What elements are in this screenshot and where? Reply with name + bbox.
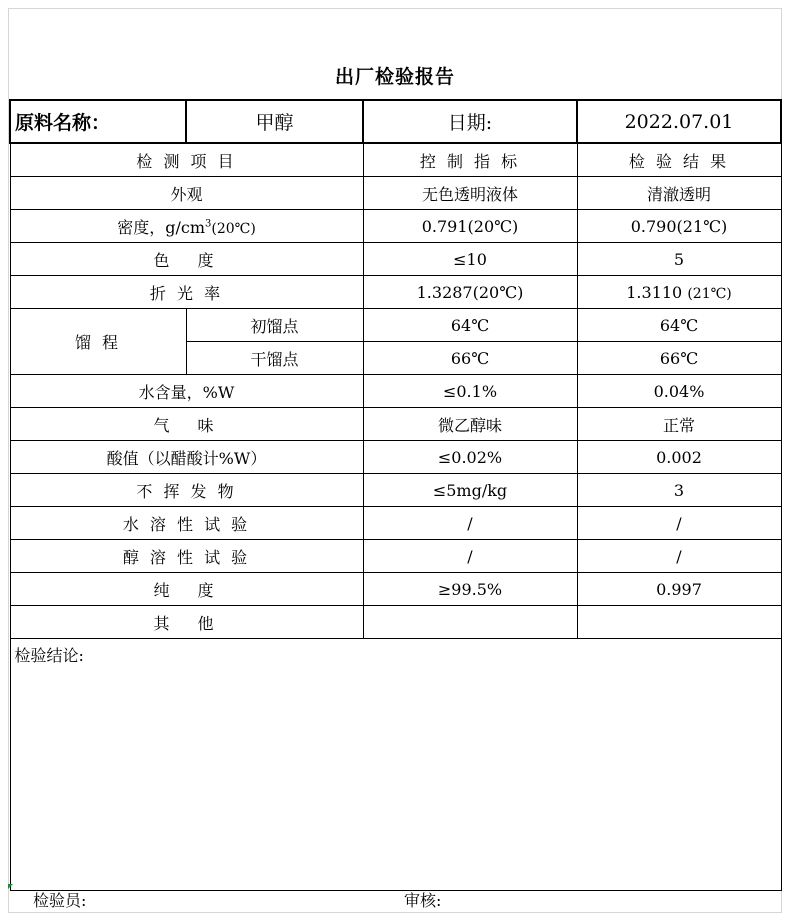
result-value[interactable]: 64℃ bbox=[577, 309, 781, 342]
date-label: 日期: bbox=[363, 100, 577, 143]
item-name: 纯 度 bbox=[10, 573, 363, 606]
cell-marker-icon bbox=[8, 884, 13, 889]
spec-value[interactable]: 0.791(20℃) bbox=[363, 210, 577, 243]
table-row-nonvolatile bbox=[10, 474, 781, 507]
table-row-odor bbox=[10, 408, 781, 441]
result-value[interactable]: 0.002 bbox=[577, 441, 781, 474]
item-name: 水 溶 性 试 验 bbox=[10, 507, 363, 540]
spec-value[interactable]: / bbox=[363, 540, 577, 573]
spec-value[interactable] bbox=[363, 606, 577, 639]
result-value[interactable]: 0.997 bbox=[577, 573, 781, 606]
material-value[interactable]: 甲醇 bbox=[186, 100, 363, 143]
sub-item-name: 干馏点 bbox=[186, 342, 363, 375]
inspector-label: 检验员: bbox=[33, 891, 87, 910]
spec-value[interactable]: / bbox=[363, 507, 577, 540]
result-value[interactable] bbox=[577, 606, 781, 639]
date-value[interactable]: 2022.07.01 bbox=[577, 100, 781, 143]
column-item: 检 测 项 目 bbox=[10, 143, 363, 177]
report-title: 出厂检验报告 bbox=[334, 66, 455, 88]
column-header-row bbox=[10, 143, 781, 177]
inspection-table bbox=[9, 99, 782, 891]
result-value[interactable]: 3 bbox=[577, 474, 781, 507]
reviewer-label: 审核: bbox=[404, 891, 442, 910]
header-row bbox=[10, 100, 781, 143]
item-name: 外观 bbox=[10, 177, 363, 210]
refraction-result-number: 1.3110 bbox=[626, 282, 683, 302]
item-name: 折 光 率 bbox=[10, 276, 363, 309]
result-value[interactable]: 5 bbox=[577, 243, 781, 276]
result-value[interactable]: 66℃ bbox=[577, 342, 781, 375]
item-name bbox=[10, 210, 363, 243]
spec-value[interactable]: 无色透明液体 bbox=[363, 177, 577, 210]
table-row-initial-boiling bbox=[10, 309, 781, 342]
item-group-distillation: 馏 程 bbox=[10, 309, 186, 375]
density-name-prefix: 密度，g/cm bbox=[117, 217, 205, 237]
spec-value[interactable]: 64℃ bbox=[363, 309, 577, 342]
spec-value[interactable]: 66℃ bbox=[363, 342, 577, 375]
item-name: 不 挥 发 物 bbox=[10, 474, 363, 507]
refraction-result-unit: (21℃) bbox=[687, 285, 732, 302]
sub-item-name: 初馏点 bbox=[186, 309, 363, 342]
result-value[interactable]: 正常 bbox=[577, 408, 781, 441]
conclusion-label: 检验结论: bbox=[14, 646, 84, 665]
table-row-color bbox=[10, 243, 781, 276]
spec-value[interactable]: ≥99.5% bbox=[363, 573, 577, 606]
result-value[interactable]: 0.04% bbox=[577, 375, 781, 408]
table-row-refraction bbox=[10, 276, 781, 309]
table-row-purity bbox=[10, 573, 781, 606]
result-value[interactable]: / bbox=[577, 540, 781, 573]
density-name-superscript: 3 bbox=[205, 218, 212, 230]
column-result: 检 验 结 果 bbox=[577, 143, 781, 177]
result-value[interactable] bbox=[577, 276, 781, 309]
table-row-water-solubility bbox=[10, 507, 781, 540]
conclusion-cell[interactable] bbox=[10, 639, 781, 891]
table-row-alcohol-solubility bbox=[10, 540, 781, 573]
table-row-density bbox=[10, 210, 781, 243]
item-name: 气 味 bbox=[10, 408, 363, 441]
table-row-other bbox=[10, 606, 781, 639]
result-value[interactable]: 0.790(21℃) bbox=[577, 210, 781, 243]
spec-value[interactable]: ≤0.1% bbox=[363, 375, 577, 408]
table-row-acidity bbox=[10, 441, 781, 474]
spec-value[interactable]: ≤0.02% bbox=[363, 441, 577, 474]
spec-value[interactable]: 1.3287(20℃) bbox=[363, 276, 577, 309]
table-row-appearance bbox=[10, 177, 781, 210]
item-name: 醇 溶 性 试 验 bbox=[10, 540, 363, 573]
spec-value[interactable]: ≤10 bbox=[363, 243, 577, 276]
table-row-water bbox=[10, 375, 781, 408]
material-label: 原料名称： bbox=[10, 100, 186, 143]
item-name: 其 他 bbox=[10, 606, 363, 639]
item-name: 水含量，%W bbox=[10, 375, 363, 408]
result-value[interactable]: 清澈透明 bbox=[577, 177, 781, 210]
spec-value[interactable]: 微乙醇味 bbox=[363, 408, 577, 441]
item-name: 色 度 bbox=[10, 243, 363, 276]
item-name: 酸值（以醋酸计%W） bbox=[10, 441, 363, 474]
spec-value[interactable]: ≤5mg/kg bbox=[363, 474, 577, 507]
column-spec: 控 制 指 标 bbox=[363, 143, 577, 177]
conclusion-row bbox=[10, 639, 781, 891]
density-name-suffix: (20℃) bbox=[211, 220, 256, 237]
result-value[interactable]: / bbox=[577, 507, 781, 540]
